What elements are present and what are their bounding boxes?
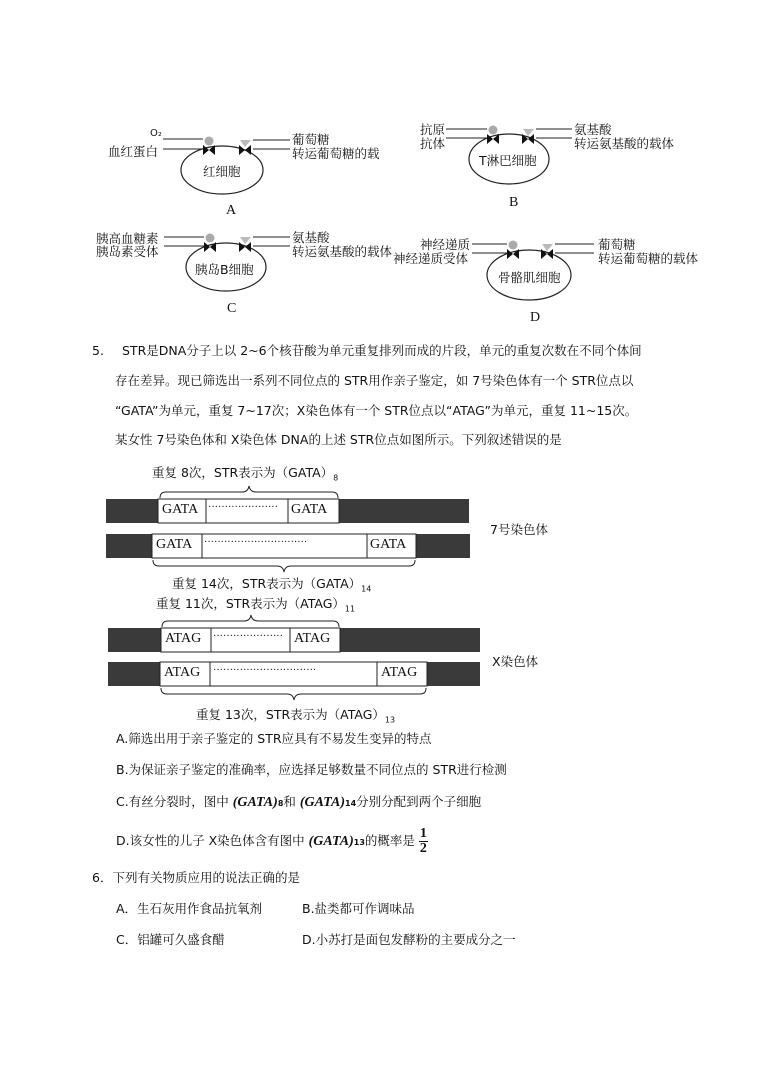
q6-option-c: C．铝罐可久盛食醋: [116, 932, 225, 947]
x-bottom-unit-right: ATAG: [381, 665, 418, 680]
glucose-label-d: 葡萄糖: [598, 237, 636, 252]
q5-line-1: STR是DNA分子上以 2~6个核苷酸为单元重复排列而成的片段，单元的重复次数在不同个体间: [122, 343, 642, 358]
q5-line-4: 某女性 7号染色体和 X染色体 DNA的上述 STR位点如图所示。下列叙述错误的是: [115, 432, 562, 447]
q6-option-d: D.小苏打是面包发酵粉的主要成分之一: [302, 932, 516, 947]
o2-label: O₂: [150, 128, 162, 139]
chr7-label: 7号染色体: [490, 522, 548, 537]
q5-line-3: “GATA”为单元，重复 7~17次；X染色体有一个 STR位点以“ATAG”为单元，重复 11~15次。: [115, 403, 638, 418]
q5-option-c: C.有丝分裂时，图中 (GATA)8和 (GATA)14分别分配到两个子细胞: [116, 794, 482, 810]
amino-acid-label-c: 氨基酸: [292, 230, 330, 245]
str-figure: [0, 440, 761, 730]
diagram-letter-c: C: [227, 301, 237, 316]
q6-option-b: B.盐类都可作调味品: [302, 901, 415, 916]
x-top-dots: ·····················: [213, 631, 283, 642]
q6-option-a: A．生石灰用作食品抗氧剂: [116, 901, 263, 916]
fraction-one-half: $\frac{1}{2}$: [419, 826, 427, 856]
cell-name-c: 胰岛B细胞: [195, 262, 254, 277]
amino-acid-label-b: 氨基酸: [574, 122, 612, 137]
diagram-letter-a: A: [226, 203, 237, 218]
x-top-caption: 重复 11次，STR表示为$(ATAG)_{11}$: [156, 596, 356, 614]
glucagon-label: 胰高血糖素: [96, 231, 159, 246]
glucose-carrier-label-a: 转运葡萄糖的载: [292, 146, 380, 161]
glucose-carrier-label-d: 转运葡萄糖的载体: [598, 251, 699, 266]
q5-number: 5.: [92, 343, 104, 358]
neurotransmitter-label: 神经递质: [420, 237, 471, 252]
diagram-letter-d: D: [530, 310, 541, 325]
brace-chr7-top: [160, 486, 338, 498]
brace-x-bottom: [161, 688, 426, 700]
chr7-top-unit-left: GATA: [162, 502, 199, 517]
cell-name-a: 红细胞: [203, 164, 241, 179]
chr7-bottom-unit-right: GATA: [370, 537, 407, 552]
antigen-label: 抗原: [420, 122, 446, 137]
q5-option-d: D.该女性的儿子 X染色体含有图中 (GATA)13的概率是 $\frac{1}{2}$: [116, 826, 427, 856]
q5-line-2: 存在差异。现已筛选出一系列不同位点的 STR用作亲子鉴定，如 7号染色体有一个 STR位点以: [115, 373, 634, 388]
glucose-label-a: 葡萄糖: [292, 132, 330, 147]
x-bottom-unit-left: ATAG: [164, 665, 201, 680]
chr7-top-unit-right: GATA: [291, 502, 328, 517]
q5-option-b: B.为保证亲子鉴定的准确率，应选择足够数量不同位点的 STR进行检测: [116, 762, 507, 777]
x-top-unit-left: ATAG: [165, 631, 202, 646]
q5-option-a: A.筛选出用于亲子鉴定的 STR应具有不易发生变异的特点: [116, 731, 432, 746]
chr7-bottom-caption: 重复 14次，STR表示为$(GATA)_{14}$: [172, 576, 372, 594]
x-label: X染色体: [492, 654, 539, 669]
diagram-letter-b: B: [509, 195, 519, 210]
x-bottom-caption: 重复 13次，STR表示为$(ATAG)_{13}$: [196, 707, 396, 725]
chr7-top-caption: 重复 8次，STR表示为$(GATA)_8$: [152, 465, 339, 483]
antibody-label: 抗体: [420, 136, 446, 151]
cell-name-b: T淋巴细胞: [479, 153, 537, 168]
cell-diagrams-figure: [0, 0, 761, 330]
x-top-unit-right: ATAG: [294, 631, 331, 646]
neurotransmitter-receptor-label: 神经递质受体: [393, 251, 469, 266]
chr7-top-dots: ·····················: [208, 502, 278, 513]
insulin-receptor-label: 胰岛素受体: [96, 244, 159, 259]
amino-carrier-label-c: 转运氨基酸的载体: [292, 244, 393, 259]
cell-name-d: 骨骼肌细胞: [498, 270, 561, 285]
amino-carrier-label-b: 转运氨基酸的载体: [574, 136, 675, 151]
chr7-bottom-unit-left: GATA: [156, 537, 193, 552]
x-bottom-dots: ·······························: [213, 665, 317, 676]
chr7-bottom-dots: ·······························: [204, 537, 308, 548]
o2-ball: [205, 137, 214, 146]
brace-chr7-bottom: [153, 560, 415, 572]
q6-stem: 6．下列有关物质应用的说法正确的是: [92, 870, 300, 885]
hemoglobin-label: 血红蛋白: [108, 144, 159, 159]
